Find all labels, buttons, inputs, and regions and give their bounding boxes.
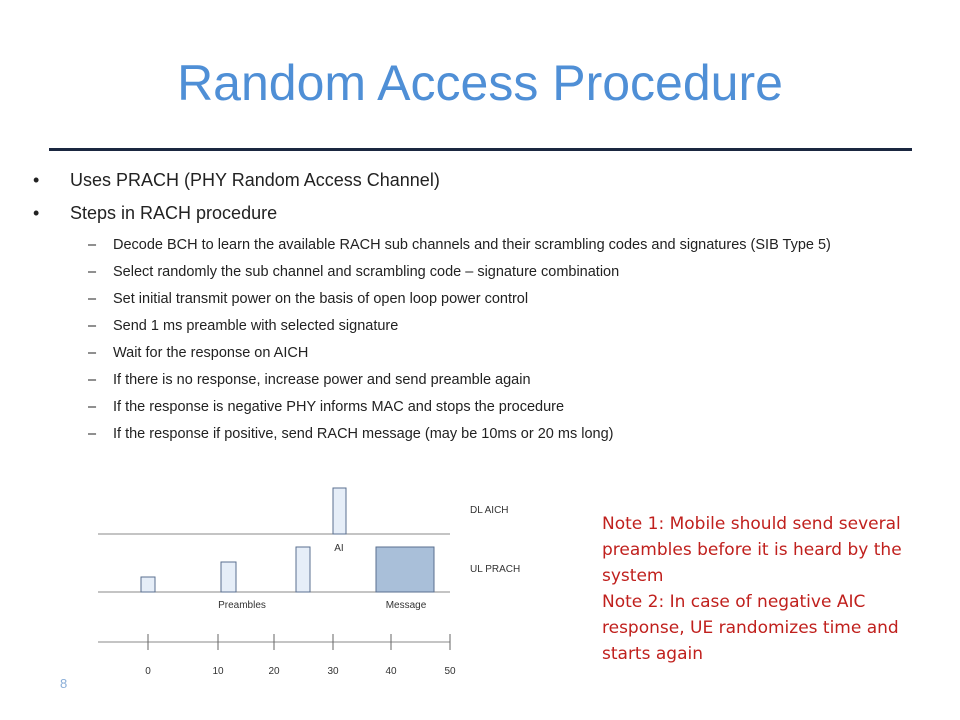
sub-bullet-dash: – <box>88 291 97 307</box>
axis-tick-label: 50 <box>444 666 456 677</box>
bullet-text: Steps in RACH procedure <box>70 203 278 223</box>
sub-bullet-dash: – <box>88 318 97 334</box>
sub-bullet-item <box>33 290 913 309</box>
message-box <box>376 547 434 592</box>
title-underline <box>49 148 912 151</box>
sub-bullet-item <box>33 398 913 417</box>
sub-bullet-dash: – <box>88 372 97 388</box>
page-number: 8 <box>60 676 68 691</box>
sub-bullet-text: If the response if positive, send RACH message (may be 10ms or 20 ms long) <box>113 426 614 442</box>
sub-bullet-text: If the response is negative PHY informs MAC and stops the procedure <box>113 399 565 415</box>
sub-bullet-item <box>33 425 913 444</box>
notes-box <box>602 511 922 667</box>
sub-bullet-item <box>33 236 913 255</box>
sub-bullet-item <box>33 263 913 282</box>
bullet-item <box>33 170 913 191</box>
sub-bullet-text: Select randomly the sub channel and scrambling code – signature combination <box>113 264 620 280</box>
sub-bullet-text: If there is no response, increase power and send preamble again <box>113 372 531 388</box>
dl-aich-label: DL AICH <box>470 505 509 516</box>
ai-box <box>333 488 346 534</box>
axis-tick-label: 40 <box>385 666 397 677</box>
axis-tick-label: 10 <box>212 666 224 677</box>
bullet-text: Uses PRACH (PHY Random Access Channel) <box>70 170 440 190</box>
sub-bullet-dash: – <box>88 426 97 442</box>
note-2: Note 2: In case of negative AIC response, UE randomizes time and starts again <box>602 592 899 664</box>
bullet-list <box>33 170 913 452</box>
sub-bullet-dash: – <box>88 237 97 253</box>
ai-label: AI <box>334 543 344 554</box>
bullet-dot: • <box>33 203 40 223</box>
bullet-dot: • <box>33 170 40 190</box>
preamble-box <box>221 562 236 592</box>
sub-bullet-item <box>33 317 913 336</box>
preamble-box <box>141 577 155 592</box>
sub-bullet-item <box>33 371 913 390</box>
sub-bullet-text: Decode BCH to learn the available RACH sub channels and their scrambling codes and signatures (SIB Type 5) <box>113 237 831 253</box>
slide-title: Random Access Procedure <box>177 55 783 111</box>
sub-bullet-text: Wait for the response on AICH <box>113 345 309 361</box>
ul-prach-label: UL PRACH <box>470 564 521 575</box>
sub-bullet-dash: – <box>88 264 97 280</box>
preamble-box <box>296 547 310 592</box>
preambles-label: Preambles <box>218 600 266 611</box>
sub-bullet-dash: – <box>88 345 97 361</box>
axis-tick-label: 30 <box>327 666 339 677</box>
sub-bullet-item <box>33 344 913 363</box>
sub-bullet-text: Set initial transmit power on the basis of open loop power control <box>113 291 529 307</box>
axis-tick-label: 20 <box>268 666 280 677</box>
message-label: Message <box>385 600 427 611</box>
bullet-item <box>33 203 913 224</box>
rach-timing-diagram <box>90 480 540 680</box>
note-1: Note 1: Mobile should send several preambles before it is heard by the system <box>602 514 902 586</box>
sub-bullet-dash: – <box>88 399 97 415</box>
sub-bullet-text: Send 1 ms preamble with selected signature <box>113 318 399 334</box>
axis-tick-label: 0 <box>145 666 151 677</box>
